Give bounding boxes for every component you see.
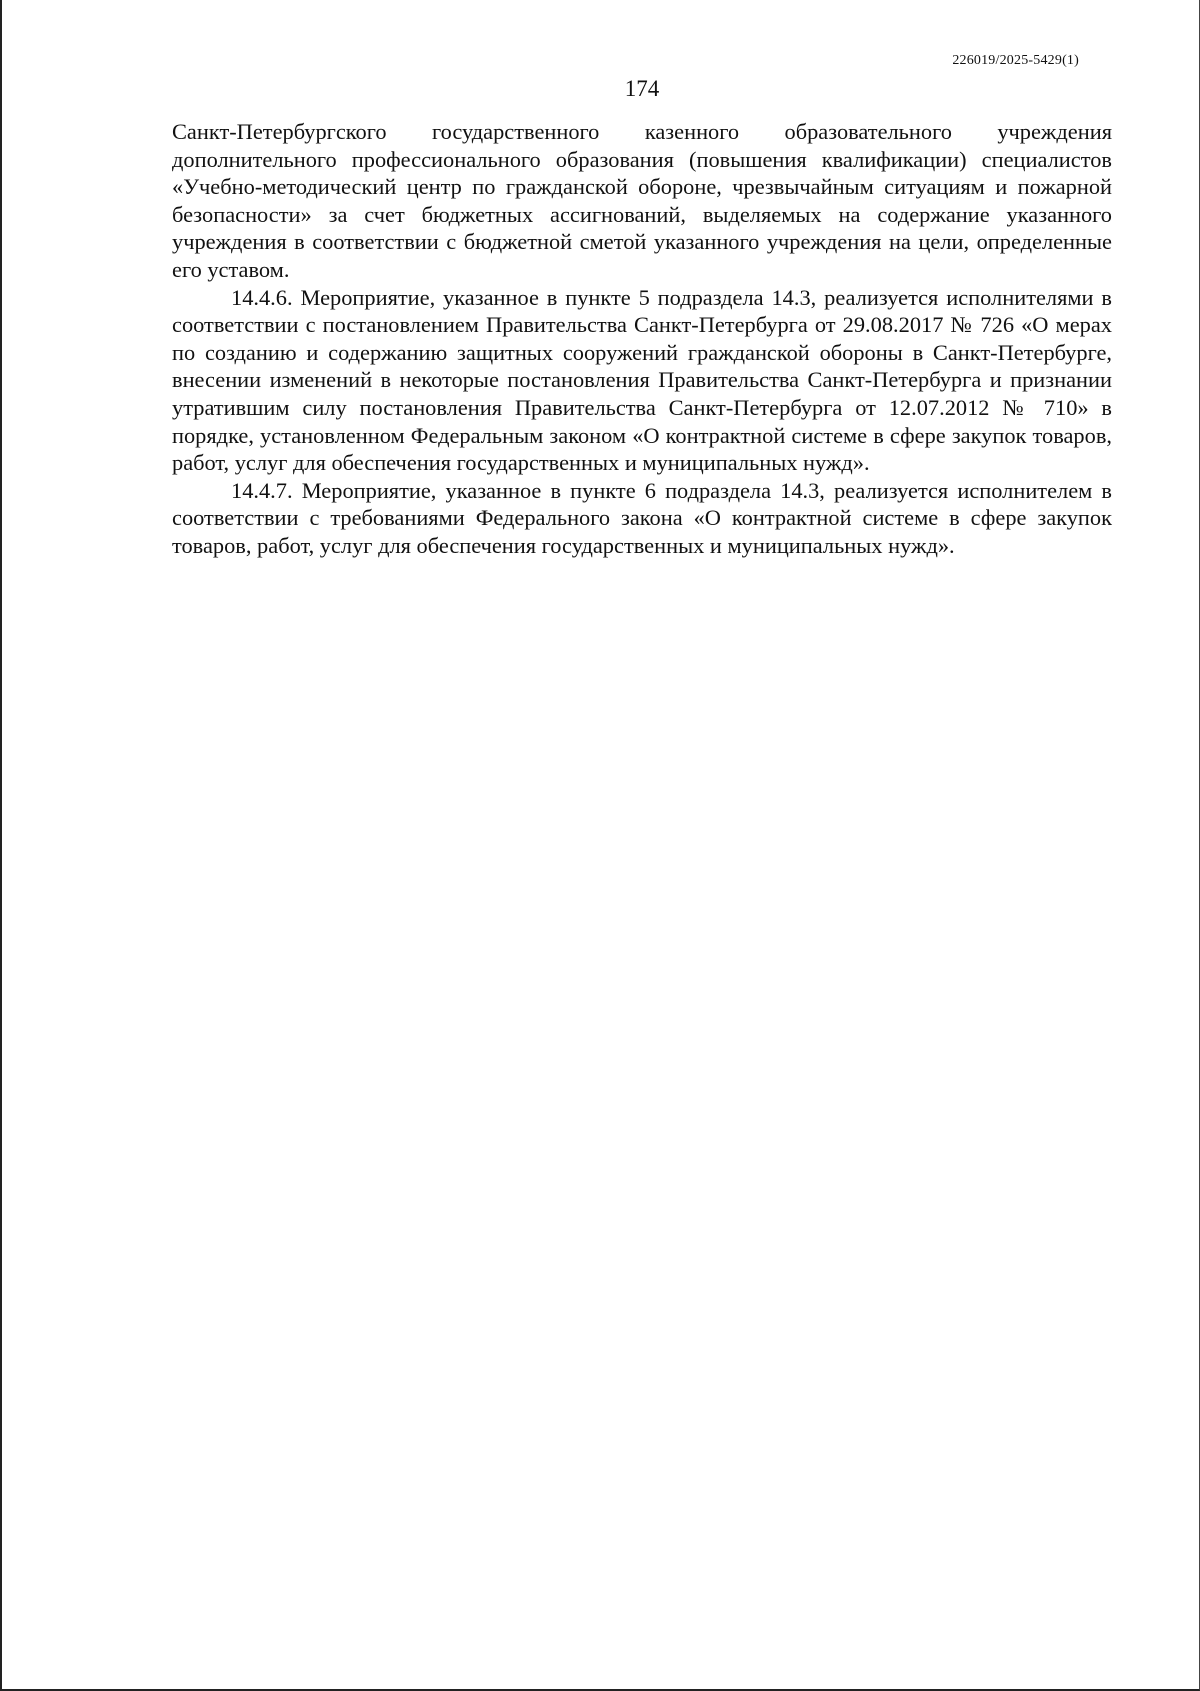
document-body: [172, 118, 1112, 560]
paragraph-14-4-7: 14.4.7. Мероприятие, указанное в пункте 6 подраздела 14.3, реализуется исполнителем в соответствии с требованиями Федерального закона «О контрактной системе в сфере закупок товаров, работ, услуг для обеспечения государственных и муниципальных нужд».: [172, 477, 1112, 558]
paragraph-14-4-6: 14.4.6. Мероприятие, указанное в пункте 5 подраздела 14.3, реализуется исполнителями в соответствии с постановлением Правительства Санкт-Петербурга от 29.08.2017 № 726 «О мерах по созданию и содержанию защитных сооружений гражданской обороны в Санкт-Петербурге, внесении изменений в некоторые постановления Правительства Санкт-Петербурга и признании утратившим силу постановления Правительства Санкт-Петербурга от 12.07.2012 № 710» в порядке, установленном Федеральным законом «О контрактной системе в сфере закупок товаров, работ, услуг для обеспечения государственных и муниципальных нужд».: [172, 284, 1112, 476]
page-number: 174: [624, 76, 660, 101]
paragraph-continuation: Санкт-Петербургского государственного казенного образовательного учреждения дополнительного профессионального образования (повышения квалификации) специалистов «Учебно-методический центр по гражданской обороне, чрезвычайным ситуациям и пожарной безопасности» за счет бюджетных ассигнований, выделяемых на содержание указанного учреждения в соответствии с бюджетной сметой указанного учреждения на цели, определенные его уставом.: [172, 119, 1112, 282]
document-number: 226019/2025-5429(1): [952, 53, 1079, 68]
